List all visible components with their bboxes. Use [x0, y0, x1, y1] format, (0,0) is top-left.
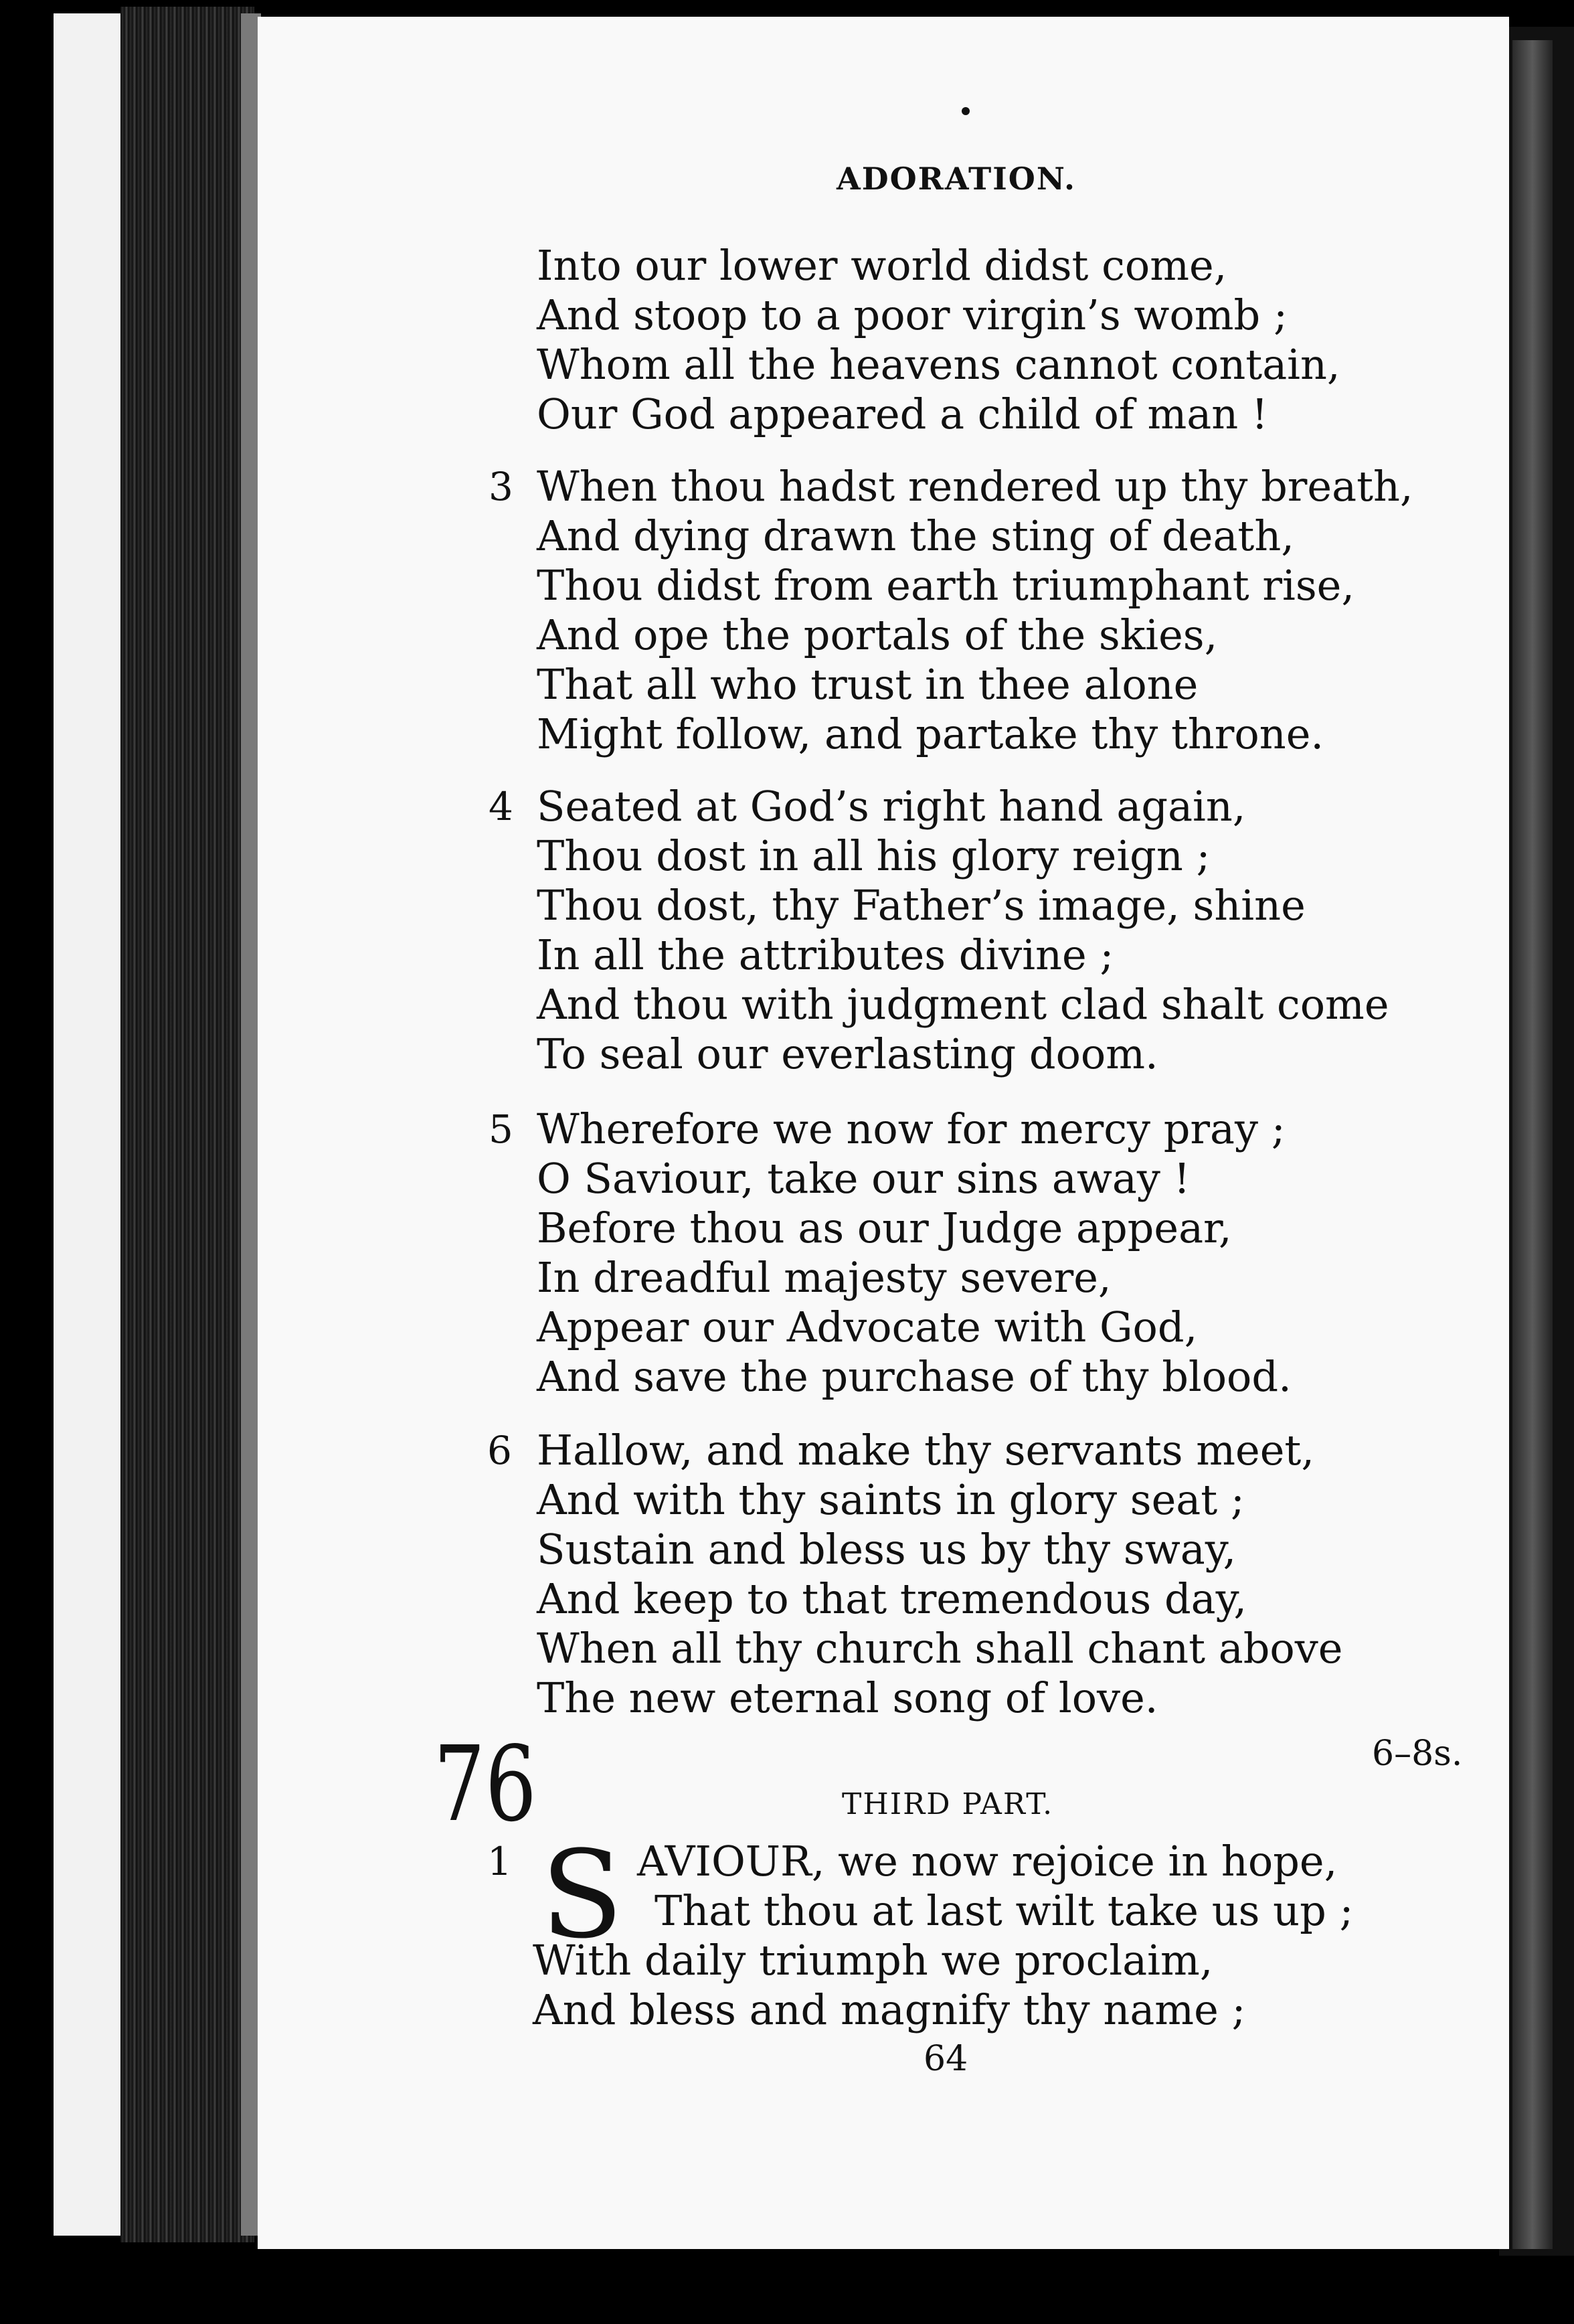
page-edge-left: [54, 13, 127, 2236]
page-number: 64: [924, 2039, 968, 2079]
hymn-line: With daily triumph we proclaim,: [533, 1936, 1213, 1985]
hymn-line: O Saviour, take our sins away !: [537, 1154, 1191, 1203]
hymn-line: Before thou as our Judge appear,: [537, 1204, 1232, 1252]
hymn-line: That thou at last wilt take us up ;: [654, 1886, 1354, 1935]
hymn-line: And bless and magnify thy name ;: [533, 1985, 1246, 2034]
meter-label: 6–8s.: [1372, 1734, 1463, 1774]
ink-dot: [962, 107, 970, 115]
verse-number: 4: [489, 784, 513, 829]
hymn-line: Appear our Advocate with God,: [537, 1303, 1198, 1351]
hymn-line: Hallow, and make thy servants meet,: [537, 1426, 1315, 1475]
hymn-line: Whom all the heavens cannot contain,: [537, 340, 1340, 389]
hymn-line: Sustain and bless us by thy sway,: [537, 1525, 1237, 1574]
hymn-line: And keep to that tremendous day,: [537, 1574, 1247, 1623]
hymn-line: Seated at God’s right hand again,: [537, 782, 1246, 831]
hymn-line: And with thy saints in glory seat ;: [537, 1475, 1245, 1524]
book-spine: [120, 7, 254, 2242]
hymn-line: Thou dost, thy Father’s image, shine: [537, 881, 1306, 930]
hymn-line: And ope the portals of the skies,: [537, 610, 1218, 659]
hymn-line: Our God appeared a child of man !: [537, 390, 1268, 438]
hymn-line: Might follow, and partake thy throne.: [537, 710, 1324, 758]
hymn-line: To seal our everlasting doom.: [537, 1029, 1158, 1078]
hymn-line: When all thy church shall chant above: [537, 1624, 1343, 1673]
hymn-line: Wherefore we now for mercy pray ;: [537, 1104, 1286, 1153]
hymn-line: The new eternal song of love.: [537, 1673, 1158, 1722]
hymn-line: And stoop to a poor virgin’s womb ;: [537, 290, 1288, 339]
hymn-line: Into our lower world didst come,: [537, 241, 1227, 290]
hymn-line: Thou didst from earth triumphant rise,: [537, 561, 1355, 610]
hymn-line: That all who trust in thee alone: [537, 660, 1199, 709]
verse-number: 6: [487, 1428, 512, 1473]
verse-number: 5: [489, 1106, 513, 1152]
running-header: ADORATION.: [837, 161, 1076, 197]
hymn-line: And dying drawn the sting of death,: [537, 511, 1294, 560]
hymn-line: AVIOUR, we now rejoice in hope,: [637, 1837, 1338, 1886]
hymn-line: And thou with judgment clad shalt come: [537, 980, 1389, 1029]
verse-number: 1: [487, 1839, 512, 1884]
section-subtitle: THIRD PART.: [842, 1787, 1054, 1821]
drop-cap: S: [541, 1825, 624, 1965]
verse-number: 3: [489, 464, 513, 509]
hymn-line: When thou hadst rendered up thy breath,: [537, 462, 1413, 511]
next-page-edge: [1499, 27, 1574, 2256]
hymn-number: 76: [434, 1724, 537, 1845]
hymn-line: In dreadful majesty severe,: [537, 1253, 1112, 1302]
hymn-line: Thou dost in all his glory reign ;: [537, 831, 1211, 880]
hymn-line: In all the attributes divine ;: [537, 930, 1114, 979]
hymn-line: And save the purchase of thy blood.: [537, 1352, 1292, 1401]
